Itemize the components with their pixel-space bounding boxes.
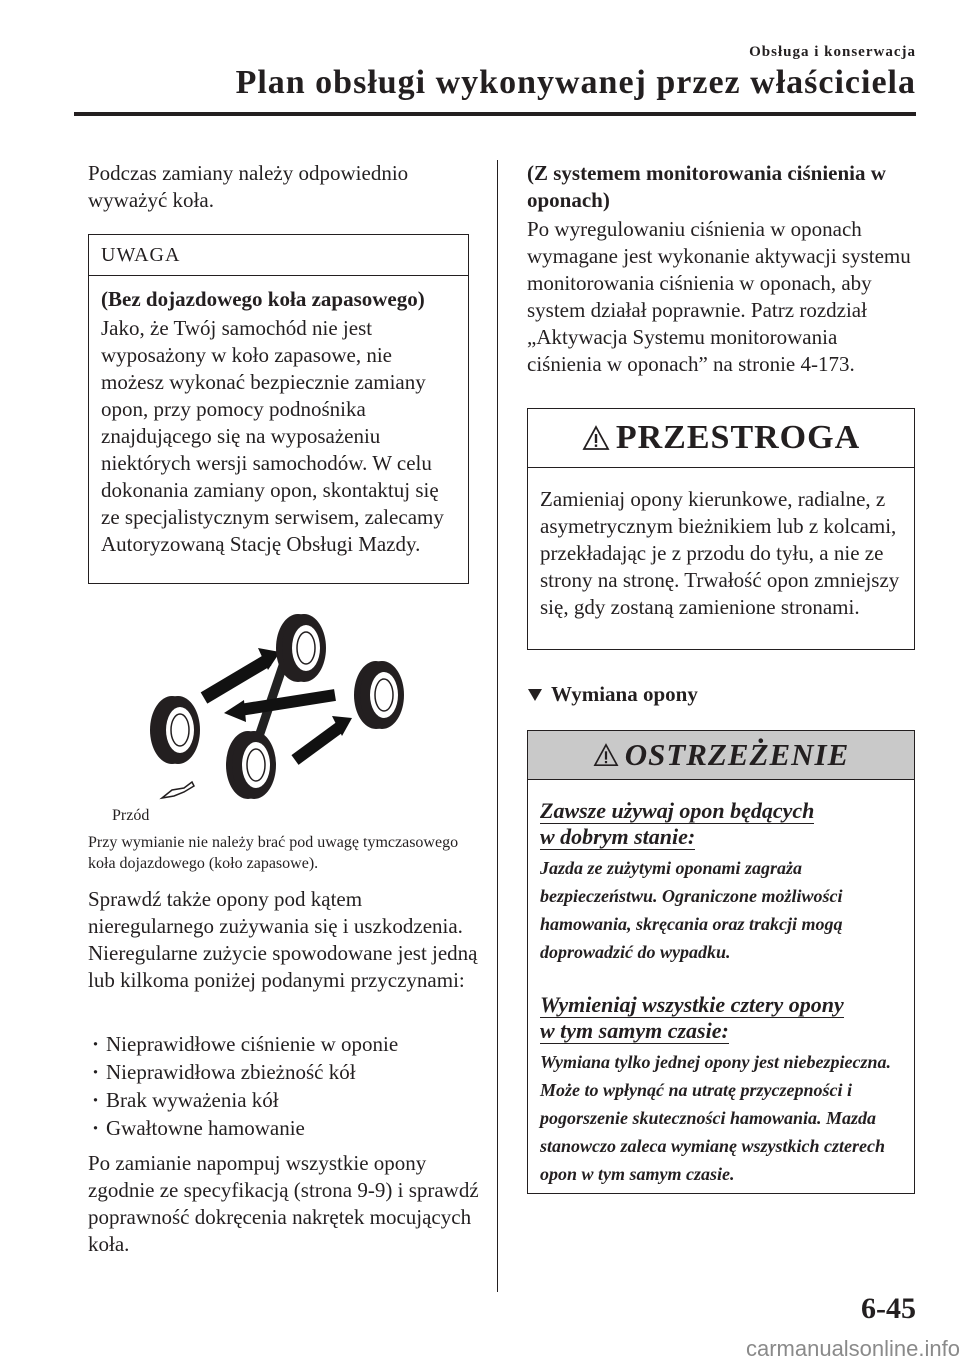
list-item: · Nieprawidłowa zbieżność kół — [92, 1058, 487, 1086]
tire-front-left-icon — [150, 696, 200, 764]
triangle-down-icon — [527, 688, 543, 702]
front-label: Przód — [112, 807, 150, 824]
rotation-arrow-diagonal-2 — [295, 716, 352, 760]
note-text: Jako, że Twój samochód nie jest wyposażony w koło zapasowe, nie możesz wykonać bezpiecznie zamiany opon, przy pomocy podnośnika znajdującego się na wyposażeniu niektórych wersji samochodów. W celu dokonania zamiany opon, skontaktuj się ze specjalistycznym serwisem, zalecamy Autoryzowaną Stację Obsługi Mazdy. — [101, 316, 444, 556]
warning-text-2: Wymiana tylko jednej opony jest niebezpieczna. Może to wpłynąć na utratę przyczepności i pogorszenie skuteczności hamowania. Mazda stanowczo zaleca wymianę wszystkich czterech opon w tym samym czasie. — [540, 1052, 891, 1184]
check-paragraph: Sprawdź także opony pod kątem nieregularnego zużywania się i uszkodzenia. Nieregularne zużycie spowodowane jest jedną lub kilkoma poniżej podanymi przyczynami: — [88, 887, 478, 992]
causes-list — [92, 1030, 487, 1142]
header-rule — [74, 112, 916, 116]
warning-subtitle-1: Zawsze używaj opon będących — [540, 798, 815, 823]
section-heading — [527, 682, 698, 707]
caution-text: Zamieniaj opony kierunkowe, radialne, z asymetrycznym bieżnikiem lub z kolcami, przekładając je z przodu do tyłu, a nie ze strony na stronę. Trwałość opon zmniejszy się, gdy zostaną zamienione stronami. — [540, 487, 900, 619]
caution-label: PRZESTROGA — [615, 419, 861, 456]
note-subtitle: (Bez dojazdowego koła zapasowego) — [101, 287, 425, 311]
note-box — [88, 234, 469, 584]
page-number: 6-45 — [861, 1292, 916, 1325]
warning-triangle-icon — [593, 743, 619, 767]
section-label: Obsługa i konserwacja — [749, 44, 916, 60]
tpms-paragraph: Po wyregulowaniu ciśnienia w oponach wymagane jest wykonanie aktywacji systemu monitorowania ciśnienia w oponach, aby system działał poprawnie. Patrz rozdział „Aktywacja Systemu monitorowania ciśnienia w oponach” na stronie 4-173. — [527, 217, 911, 376]
rotation-arrow-diagonal-1 — [204, 648, 280, 698]
page-title: Plan obsługi wykonywanej przez właściciela — [235, 64, 916, 101]
list-item: · Nieprawidłowe ciśnienie w oponie — [92, 1030, 487, 1058]
tire-front-right-icon — [226, 731, 276, 799]
tire-rear-right-icon — [354, 661, 404, 729]
warning-subtitle-2b: w tym samym czasie: — [540, 1018, 729, 1043]
column-divider — [497, 160, 498, 1292]
figure-caption: Przy wymianie nie należy brać pod uwagę tymczasowego koła dojazdowego (koło zapasowe). — [88, 834, 459, 872]
list-item: · Brak wyważenia kół — [92, 1086, 487, 1114]
list-item: · Gwałtowne hamowanie — [92, 1114, 487, 1142]
warning-text-1: Jazda ze zużytymi oponami zagraża bezpieczeństwu. Ograniczone możliwości hamowania, skręcania oraz trakcji mogą doprowadzić do wypadku. — [540, 858, 843, 962]
tire-rotation-diagram — [100, 600, 440, 805]
front-pointer-icon — [162, 782, 194, 798]
after-paragraph: Po zamianie napompuj wszystkie opony zgodnie ze specyfikacją (strona 9-9) i sprawdź poprawność dokręcenia nakrętek mocujących koła. — [88, 1151, 479, 1256]
warning-box — [527, 730, 915, 1194]
caution-box — [527, 408, 915, 650]
intro-paragraph: Podczas zamiany należy odpowiednio wyważyć koła. — [88, 161, 409, 212]
section-heading-text: Wymiana opony — [551, 682, 698, 706]
warning-subtitle-2: Wymieniaj wszystkie cztery opony — [540, 992, 844, 1017]
tpms-heading: (Z systemem monitorowania ciśnienia w oponach) — [527, 161, 886, 212]
tire-rear-left-icon — [276, 614, 326, 682]
rotation-arrow-horizontal — [224, 695, 335, 722]
watermark: carmanualsonline.info — [745, 1336, 960, 1361]
warning-triangle-icon — [582, 425, 610, 451]
warning-label: OSTRZEŻENIE — [624, 737, 850, 772]
warning-subtitle-1b: w dobrym stanie: — [540, 824, 696, 849]
note-label: UWAGA — [89, 235, 468, 276]
